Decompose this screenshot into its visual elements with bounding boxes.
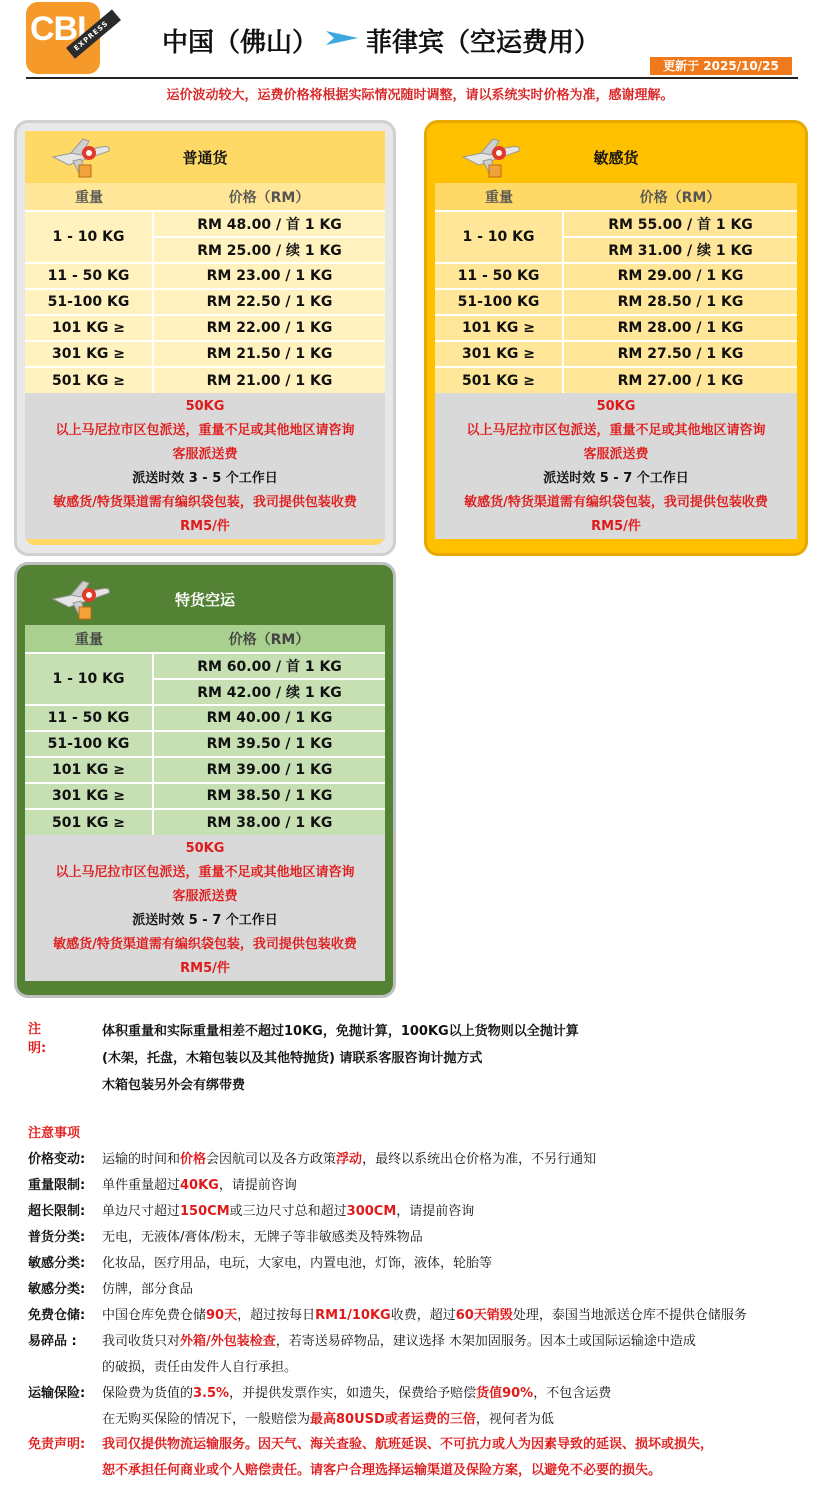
destination-label: 菲律宾（空运费用） <box>366 28 601 58</box>
note-value: 中国仓库免费仓储90天，超过按每日RM1/10KG收费，超过60天销毁处理，泰国当地派送仓库不提供仓储服务 <box>102 1308 747 1323</box>
weight-cell: 101 KG ≥ <box>25 315 153 341</box>
card-inner <box>25 573 385 987</box>
airplane-parcel-icon <box>459 135 525 183</box>
foot-line: 客服派送费 <box>172 889 238 904</box>
note-key: 敏感分类: <box>28 1282 86 1297</box>
disclaimer-label: 免责声明: <box>28 1437 86 1452</box>
weight-cell: 51-100 KG <box>25 731 153 757</box>
note-insurance <box>28 1381 840 1433</box>
note-value: 保险费为货值的3.5%，并提供发票作实，如遗失，保费给予赔偿货值90%，不包含运费 在无购买保险的情况下，一般赔偿为最高80USD或者运费的三倍，视何者为低 <box>102 1386 612 1427</box>
foot-line: 客服派送费 <box>583 447 649 462</box>
note-value: 单边尺寸超过150CM或三边尺寸总和超过300CM，请提前咨询 <box>102 1204 475 1219</box>
price-table <box>25 183 385 393</box>
weight-cell: 1 - 10 KG <box>25 211 153 263</box>
weight-cell: 101 KG ≥ <box>25 757 153 783</box>
foot-line: RM5/件 <box>180 519 230 534</box>
price-cell: RM 22.50 / 1 KG <box>153 289 385 315</box>
weight-cell: 101 KG ≥ <box>435 315 563 341</box>
card-footer <box>435 393 797 539</box>
price-cell: RM 28.50 / 1 KG <box>563 289 797 315</box>
weight-cell: 501 KG ≥ <box>435 367 563 393</box>
airplane-parcel-icon <box>49 135 115 183</box>
price-cell: RM 21.00 / 1 KG <box>153 367 385 393</box>
note-oversize <box>28 1199 840 1225</box>
note-key: 运输保险: <box>28 1386 86 1401</box>
disclaimer-row <box>28 1458 840 1484</box>
note-weight-limit <box>28 1173 840 1199</box>
weight-cell: 11 - 50 KG <box>25 263 153 289</box>
price-cell: RM 27.50 / 1 KG <box>563 341 797 367</box>
remark-line: 体积重量和实际重量相差不超过10KG，免抛计算，100KG以上货物则以全抛计算 <box>102 1024 579 1039</box>
col-weight: 重量 <box>25 183 153 211</box>
note-key: 重量限制: <box>28 1178 86 1193</box>
weight-cell: 301 KG ≥ <box>25 341 153 367</box>
remark-line: (木架，托盘，木箱包装以及其他特抛货) 请联系客服咨询计抛方式 <box>102 1051 483 1066</box>
price-table <box>435 183 797 393</box>
weight-cell: 301 KG ≥ <box>25 783 153 809</box>
col-price: 价格（RM） <box>153 183 385 211</box>
card-title: 普通货 <box>182 148 228 167</box>
page-title <box>162 22 600 59</box>
price-cell: RM 31.00 / 续 1 KG <box>563 237 797 263</box>
foot-line: RM5/件 <box>591 519 641 534</box>
weight-cell: 1 - 10 KG <box>435 211 563 263</box>
remark-label: 注明: <box>28 1022 47 1056</box>
foot-line: 客服派送费 <box>172 447 238 462</box>
price-cell: RM 40.00 / 1 KG <box>153 705 385 731</box>
logo-band-text: EXPRESS <box>72 19 111 53</box>
disclaimer-line: 恕不承担任何商业或个人赔偿责任。请客户合理选择运输渠道及保险方案，以避免不必要的损失。 <box>102 1463 662 1478</box>
foot-line: 50KG <box>185 841 225 856</box>
origin-label: 中国（佛山） <box>162 28 319 58</box>
cbi-logo <box>26 2 111 74</box>
card-sensitive-goods <box>424 120 808 556</box>
logo-text: CBI <box>30 10 86 48</box>
price-cell: RM 38.00 / 1 KG <box>153 809 385 835</box>
remark-line: 木箱包装另外会有绑带费 <box>102 1078 246 1093</box>
note-key: 敏感分类: <box>28 1256 86 1271</box>
note-sensitive-class <box>28 1277 840 1303</box>
notes-heading: 注意事项 <box>28 1126 81 1141</box>
price-cell: RM 60.00 / 首 1 KG <box>153 653 385 679</box>
weight-cell: 501 KG ≥ <box>25 367 153 393</box>
notes-section <box>28 1122 840 1433</box>
col-weight: 重量 <box>25 625 153 653</box>
card-header <box>25 131 385 183</box>
foot-line: 50KG <box>185 399 225 414</box>
disclaimer-indent <box>28 1458 102 1484</box>
card-normal-goods <box>14 120 396 556</box>
remark-lines <box>102 1018 802 1099</box>
foot-line: 以上马尼拉市区包派送，重量不足或其他地区请咨询 <box>55 865 355 880</box>
foot-line: 敏感货/特货渠道需有编织袋包装，我司提供包装收费 <box>464 495 768 510</box>
price-cell: RM 42.00 / 续 1 KG <box>153 679 385 705</box>
weight-cell: 11 - 50 KG <box>25 705 153 731</box>
note-key: 价格变动: <box>28 1152 86 1167</box>
delivery-time: 派送时效 5 - 7 个工作日 <box>132 913 278 928</box>
card-special-air <box>14 562 396 998</box>
note-value: 运输的时间和价格会因航司以及各方政策浮动，最终以系统出仓价格为准，不另行通知 <box>102 1152 597 1167</box>
note-fragile <box>28 1329 840 1381</box>
card-footer <box>25 835 385 981</box>
arrow-icon <box>324 26 360 56</box>
note-sensitive-class <box>28 1251 840 1277</box>
weight-cell: 501 KG ≥ <box>25 809 153 835</box>
header <box>0 0 840 103</box>
card-header <box>435 131 797 183</box>
foot-line: 50KG <box>596 399 636 414</box>
card-inner <box>435 131 797 545</box>
disclaimer-row <box>28 1432 840 1458</box>
price-notice: 运价波动较大，运费价格将根据实际情况随时调整，请以系统实时价格为准，感谢理解。 <box>166 88 674 103</box>
col-weight: 重量 <box>435 183 563 211</box>
note-normal-class <box>28 1225 840 1251</box>
price-cell: RM 25.00 / 续 1 KG <box>153 237 385 263</box>
price-cell: RM 28.00 / 1 KG <box>563 315 797 341</box>
foot-line: 以上马尼拉市区包派送，重量不足或其他地区请咨询 <box>466 423 766 438</box>
card-title: 敏感货 <box>593 148 639 167</box>
note-key: 免费仓储: <box>28 1308 86 1323</box>
price-table <box>25 625 385 835</box>
disclaimer-section <box>28 1432 840 1484</box>
note-key: 普货分类: <box>28 1230 86 1245</box>
note-value: 仿牌，部分食品 <box>102 1282 194 1297</box>
airplane-parcel-icon <box>49 577 115 625</box>
price-cell: RM 27.00 / 1 KG <box>563 367 797 393</box>
delivery-time: 派送时效 5 - 7 个工作日 <box>543 471 689 486</box>
price-cell: RM 39.50 / 1 KG <box>153 731 385 757</box>
note-value: 单件重量超过40KG，请提前咨询 <box>102 1178 297 1193</box>
updated-badge: 更新于 2025/10/25 <box>650 57 792 75</box>
price-cell: RM 55.00 / 首 1 KG <box>563 211 797 237</box>
note-value: 无电，无液体/膏体/粉末，无牌子等非敏感类及特殊物品 <box>102 1230 423 1245</box>
card-title: 特货空运 <box>174 590 235 609</box>
delivery-time: 派送时效 3 - 5 个工作日 <box>132 471 278 486</box>
note-storage <box>28 1303 840 1329</box>
card-header <box>25 573 385 625</box>
col-price: 价格（RM） <box>153 625 385 653</box>
note-key: 超长限制: <box>28 1204 86 1219</box>
card-inner <box>25 131 385 545</box>
price-cell: RM 48.00 / 首 1 KG <box>153 211 385 237</box>
foot-line: 敏感货/特货渠道需有编织袋包装，我司提供包装收费 <box>53 495 357 510</box>
card-footer <box>25 393 385 539</box>
col-price: 价格（RM） <box>563 183 797 211</box>
note-key: 易碎品 : <box>28 1334 77 1349</box>
foot-line: 敏感货/特货渠道需有编织袋包装，我司提供包装收费 <box>53 937 357 952</box>
foot-line: 以上马尼拉市区包派送，重量不足或其他地区请咨询 <box>55 423 355 438</box>
price-cell: RM 39.00 / 1 KG <box>153 757 385 783</box>
weight-cell: 51-100 KG <box>25 289 153 315</box>
note-value: 化妆品，医疗用品，电玩，大家电，内置电池，灯饰，液体，轮胎等 <box>102 1256 493 1271</box>
weight-cell: 301 KG ≥ <box>435 341 563 367</box>
price-cell: RM 38.50 / 1 KG <box>153 783 385 809</box>
note-price-change <box>28 1147 840 1173</box>
price-cell: RM 23.00 / 1 KG <box>153 263 385 289</box>
disclaimer-line: 我司仅提供物流运输服务。因天气、海关查验、航班延误、不可抗力或人为因素导致的延误、损坏或损失， <box>102 1437 714 1452</box>
weight-cell: 11 - 50 KG <box>435 263 563 289</box>
header-divider <box>26 77 798 79</box>
note-value: 我司收货只对外箱/外包装检查，若寄送易碎物品，建议选择 木架加固服务。因本土或国际运输途中造成 的破损，责任由发件人自行承担。 <box>102 1334 696 1375</box>
price-cell: RM 22.00 / 1 KG <box>153 315 385 341</box>
price-cell: RM 21.50 / 1 KG <box>153 341 385 367</box>
foot-line: RM5/件 <box>180 961 230 976</box>
weight-cell: 51-100 KG <box>435 289 563 315</box>
price-cell: RM 29.00 / 1 KG <box>563 263 797 289</box>
weight-cell: 1 - 10 KG <box>25 653 153 705</box>
